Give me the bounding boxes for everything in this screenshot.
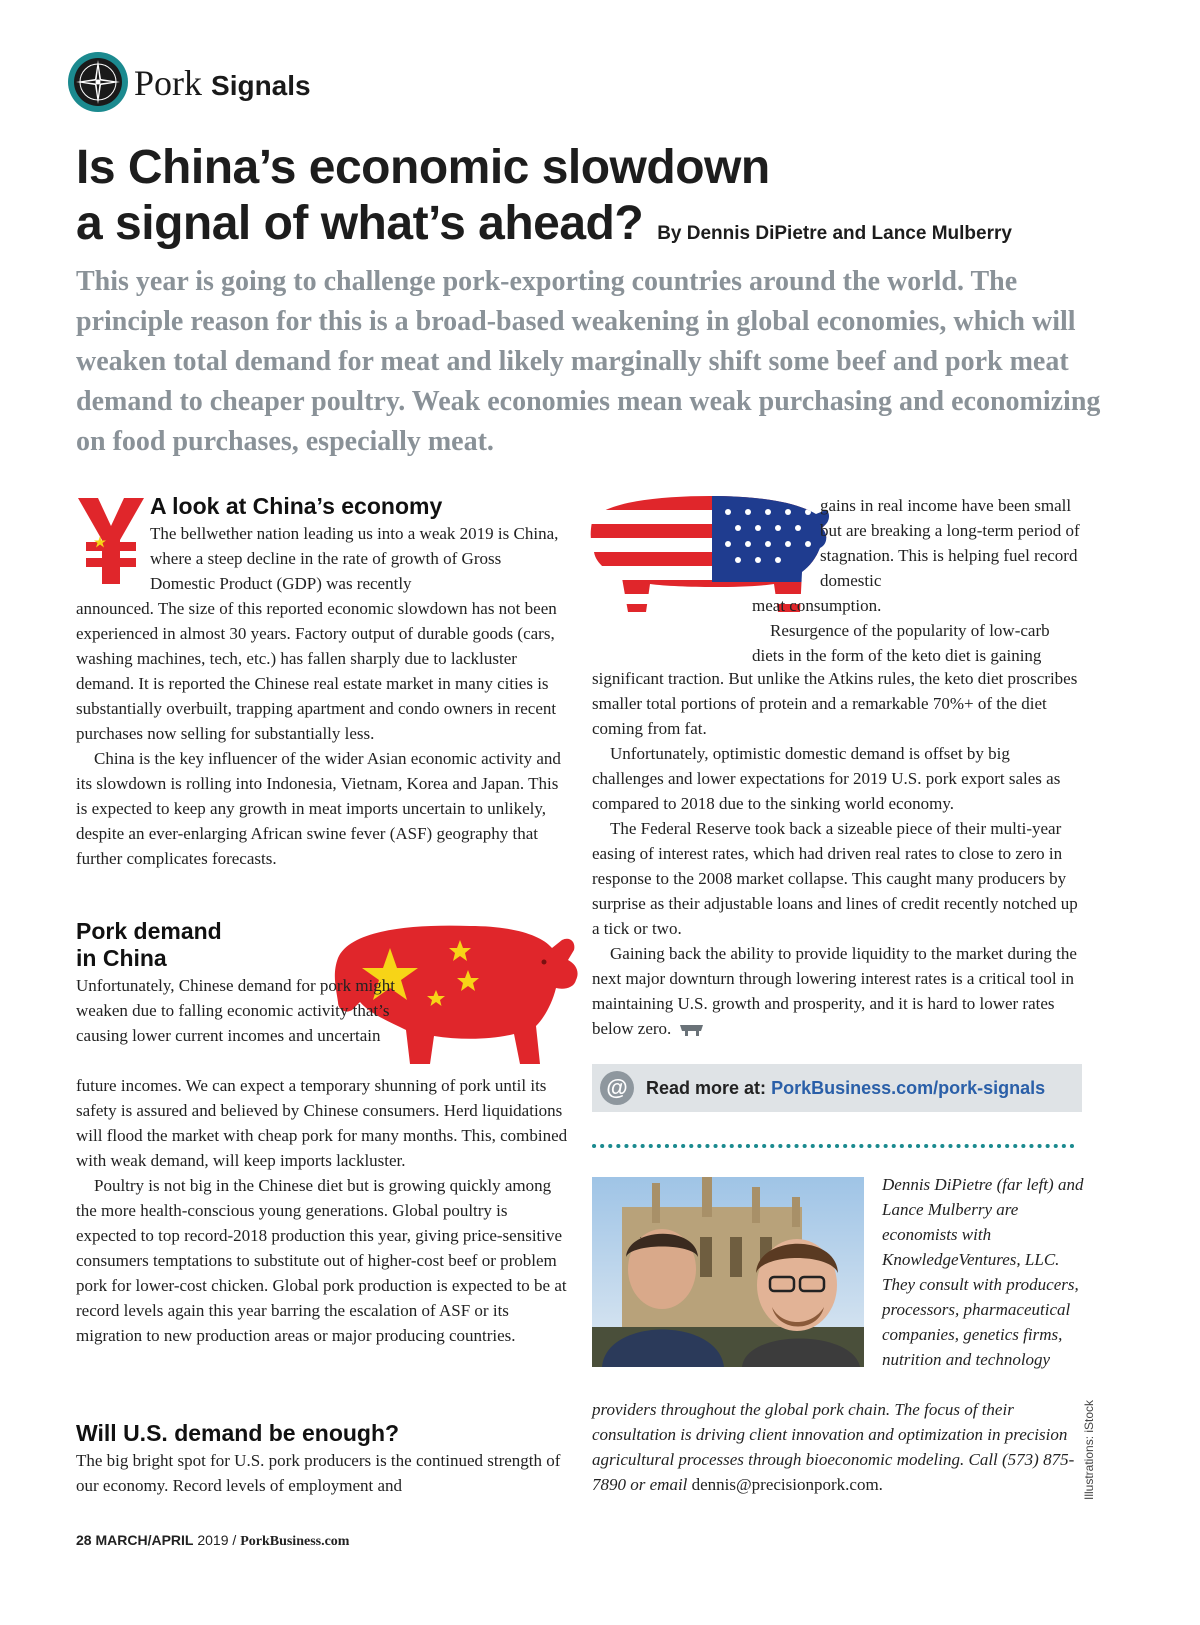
svg-text:@: @	[606, 1075, 628, 1100]
right-paragraph-4	[592, 941, 1082, 1041]
author-bio-bottom-text: providers throughout the global pork chain. The focus of their consultation is driving client innovation and optimization in precision agricultural processes through bioeconomic modeling. Call (573) 875-7890 or email	[592, 1400, 1075, 1494]
author-email-link[interactable]: dennis@precisionpork.com.	[691, 1475, 883, 1494]
issue-year: 2019 /	[197, 1532, 237, 1548]
illustration-credit: Illustrations: iStock	[1082, 1399, 1096, 1500]
section2-heading-line-1: Pork demand	[76, 918, 222, 944]
section1-lead-text: The bellwether nation leading us into a weak 2019 is China, where a steep decline in the rate of growth of Gross Domestic Product (GDP) was recently	[150, 524, 559, 593]
right-column-body	[592, 666, 1082, 1041]
right-paragraph-3: The Federal Reserve took back a sizeable piece of their multi-year easing of interest rates, which had driven real rates to close to zero in response to the 2008 market collapse. This caught many producers by surprise as their adjustable loans and lines of credit recently notched up a tick or two.	[592, 819, 1078, 938]
title-line-1: Is China’s economic slowdown	[76, 141, 770, 194]
right-wrap-1-text: gains in real income have been small but are breaking a long-term period of stagnation. This is helping fuel record domestic	[820, 496, 1080, 590]
author-bio-side: Dennis DiPietre (far left) and Lance Mulberry are economists with KnowledgeVentures, LLC. They consult with producers, processors, pharmaceutical companies, genetics firms, nutrition and technology	[882, 1175, 1084, 1369]
section-heading-china-economy: A look at China’s economy	[150, 493, 443, 519]
section2-heading-line-2: in China	[76, 945, 167, 971]
pig-end-mark-icon	[679, 1023, 705, 1037]
logo-word-pork: Pork	[134, 63, 203, 103]
footer-site: PorkBusiness.com	[240, 1534, 350, 1549]
section1-paragraph-1: announced. The size of this reported economic slowdown has not been experienced in almost 30 years. Factory output of durable goods (cars, washing machines, tech, etc.) has fallen sharply due to lackluster demand. It is reported the Chinese real estate market in many cities is substantially overbuilt, trapping apartment and condo owners in recent purchases now selling for substantially less.	[76, 599, 557, 743]
issue-month: MARCH/APRIL	[95, 1532, 194, 1548]
logo-word-signals: Signals	[211, 70, 311, 101]
right-wrap-2b-text: Resurgence of the popularity of low-carb diets in the form of the keto diet is gaining	[752, 621, 1050, 665]
section2-body	[76, 1073, 570, 1348]
section1-body	[76, 596, 570, 871]
section3-paragraph-1: The big bright spot for U.S. pork producers is the continued strength of our economy. Record levels of employment and	[76, 1451, 561, 1495]
right-paragraph-4-text: Gaining back the ability to provide liquidity to the market during the next major downturn through lowering interest rates is a critical tool in maintaining U.S. growth and prosperity, and it is hard to lower rates below zero.	[592, 944, 1077, 1038]
section2-lead	[76, 973, 416, 1048]
article-deck: This year is going to challenge pork-exporting countries around the world. The principle reason for this is a broad-based weakening in global economies, which will weaken total demand for meat and likely marginally shift some beef and pork meat demand to cheaper poultry. Weak economies mean weak purchasing and economizing on food purchases, especially meat.	[76, 266, 1101, 457]
section2-lead-text: Unfortunately, Chinese demand for pork might weaken due to falling economic activity that’s causing lower current incomes and uncertain	[76, 976, 395, 1045]
dotted-divider	[592, 1143, 1082, 1149]
right-column-wrap-2	[752, 593, 1082, 668]
section2-paragraph-1: future incomes. We can expect a temporary shunning of pork until its safety is assured and believed by Chinese consumers. Herd liquidations will flood the market with cheap pork for many months. This, combined with weak demand, will keep imports lackluster.	[76, 1076, 568, 1170]
title-line-2-text: a signal of what’s ahead?	[76, 197, 644, 250]
right-column-wrap-1	[820, 493, 1080, 593]
article-title	[76, 140, 1076, 262]
at-sign-icon	[598, 1069, 636, 1107]
section1-lead	[150, 521, 570, 596]
right-keto-continued: significant traction. But unlike the Atkins rules, the keto diet proscribes smaller total portions of protein and a remarkable 70%+ of the diet coming from fat.	[592, 669, 1078, 738]
read-more-label: Read more at:	[646, 1078, 767, 1098]
section-logo-text	[134, 62, 311, 104]
page-number: 28	[76, 1532, 92, 1548]
right-paragraph-2: Unfortunately, optimistic domestic demand is offset by big challenges and lower expectations for 2019 U.S. pork export sales as compared to 2018 due to the sinking world economy.	[592, 744, 1061, 813]
page-folio	[76, 1532, 349, 1550]
title-line-2	[76, 196, 1076, 262]
read-more-link[interactable]: PorkBusiness.com/pork-signals	[771, 1078, 1046, 1098]
byline: By Dennis DiPietre and Lance Mulberry	[657, 223, 1012, 244]
section3-body	[76, 1448, 570, 1498]
author-bio-bottom	[592, 1397, 1087, 1497]
section2-paragraph-2: Poultry is not big in the Chinese diet but is growing quickly among the more health-conscious young generations. Global poultry is expected to top record-2018 production this year, giving price-sensitive consumers temptations to substitute out of higher-cost beef or problem pork for lower-cost chicken. Global pork production is expected to be at record levels again this year barring the escalation of ASF or its migration to new production areas or major producing countries.	[76, 1176, 567, 1345]
yuan-symbol-icon	[76, 496, 146, 586]
compass-logo-icon	[66, 50, 130, 114]
read-more-text	[646, 1078, 1045, 1099]
section-heading-us-demand: Will U.S. demand be enough?	[76, 1420, 400, 1446]
section-heading-pork-demand	[76, 918, 336, 972]
right-wrap-2a-text: meat consumption.	[752, 596, 882, 615]
authors-photo	[592, 1177, 864, 1367]
section1-paragraph-2: China is the key influencer of the wider Asian economic activity and its slowdown is rolling into Indonesia, Vietnam, Korea and Japan. This is expected to keep any growth in meat imports uncertain to unlikely, despite an ever-enlarging African swine fever (ASF) geography that further complicates forecasts.	[76, 749, 561, 868]
